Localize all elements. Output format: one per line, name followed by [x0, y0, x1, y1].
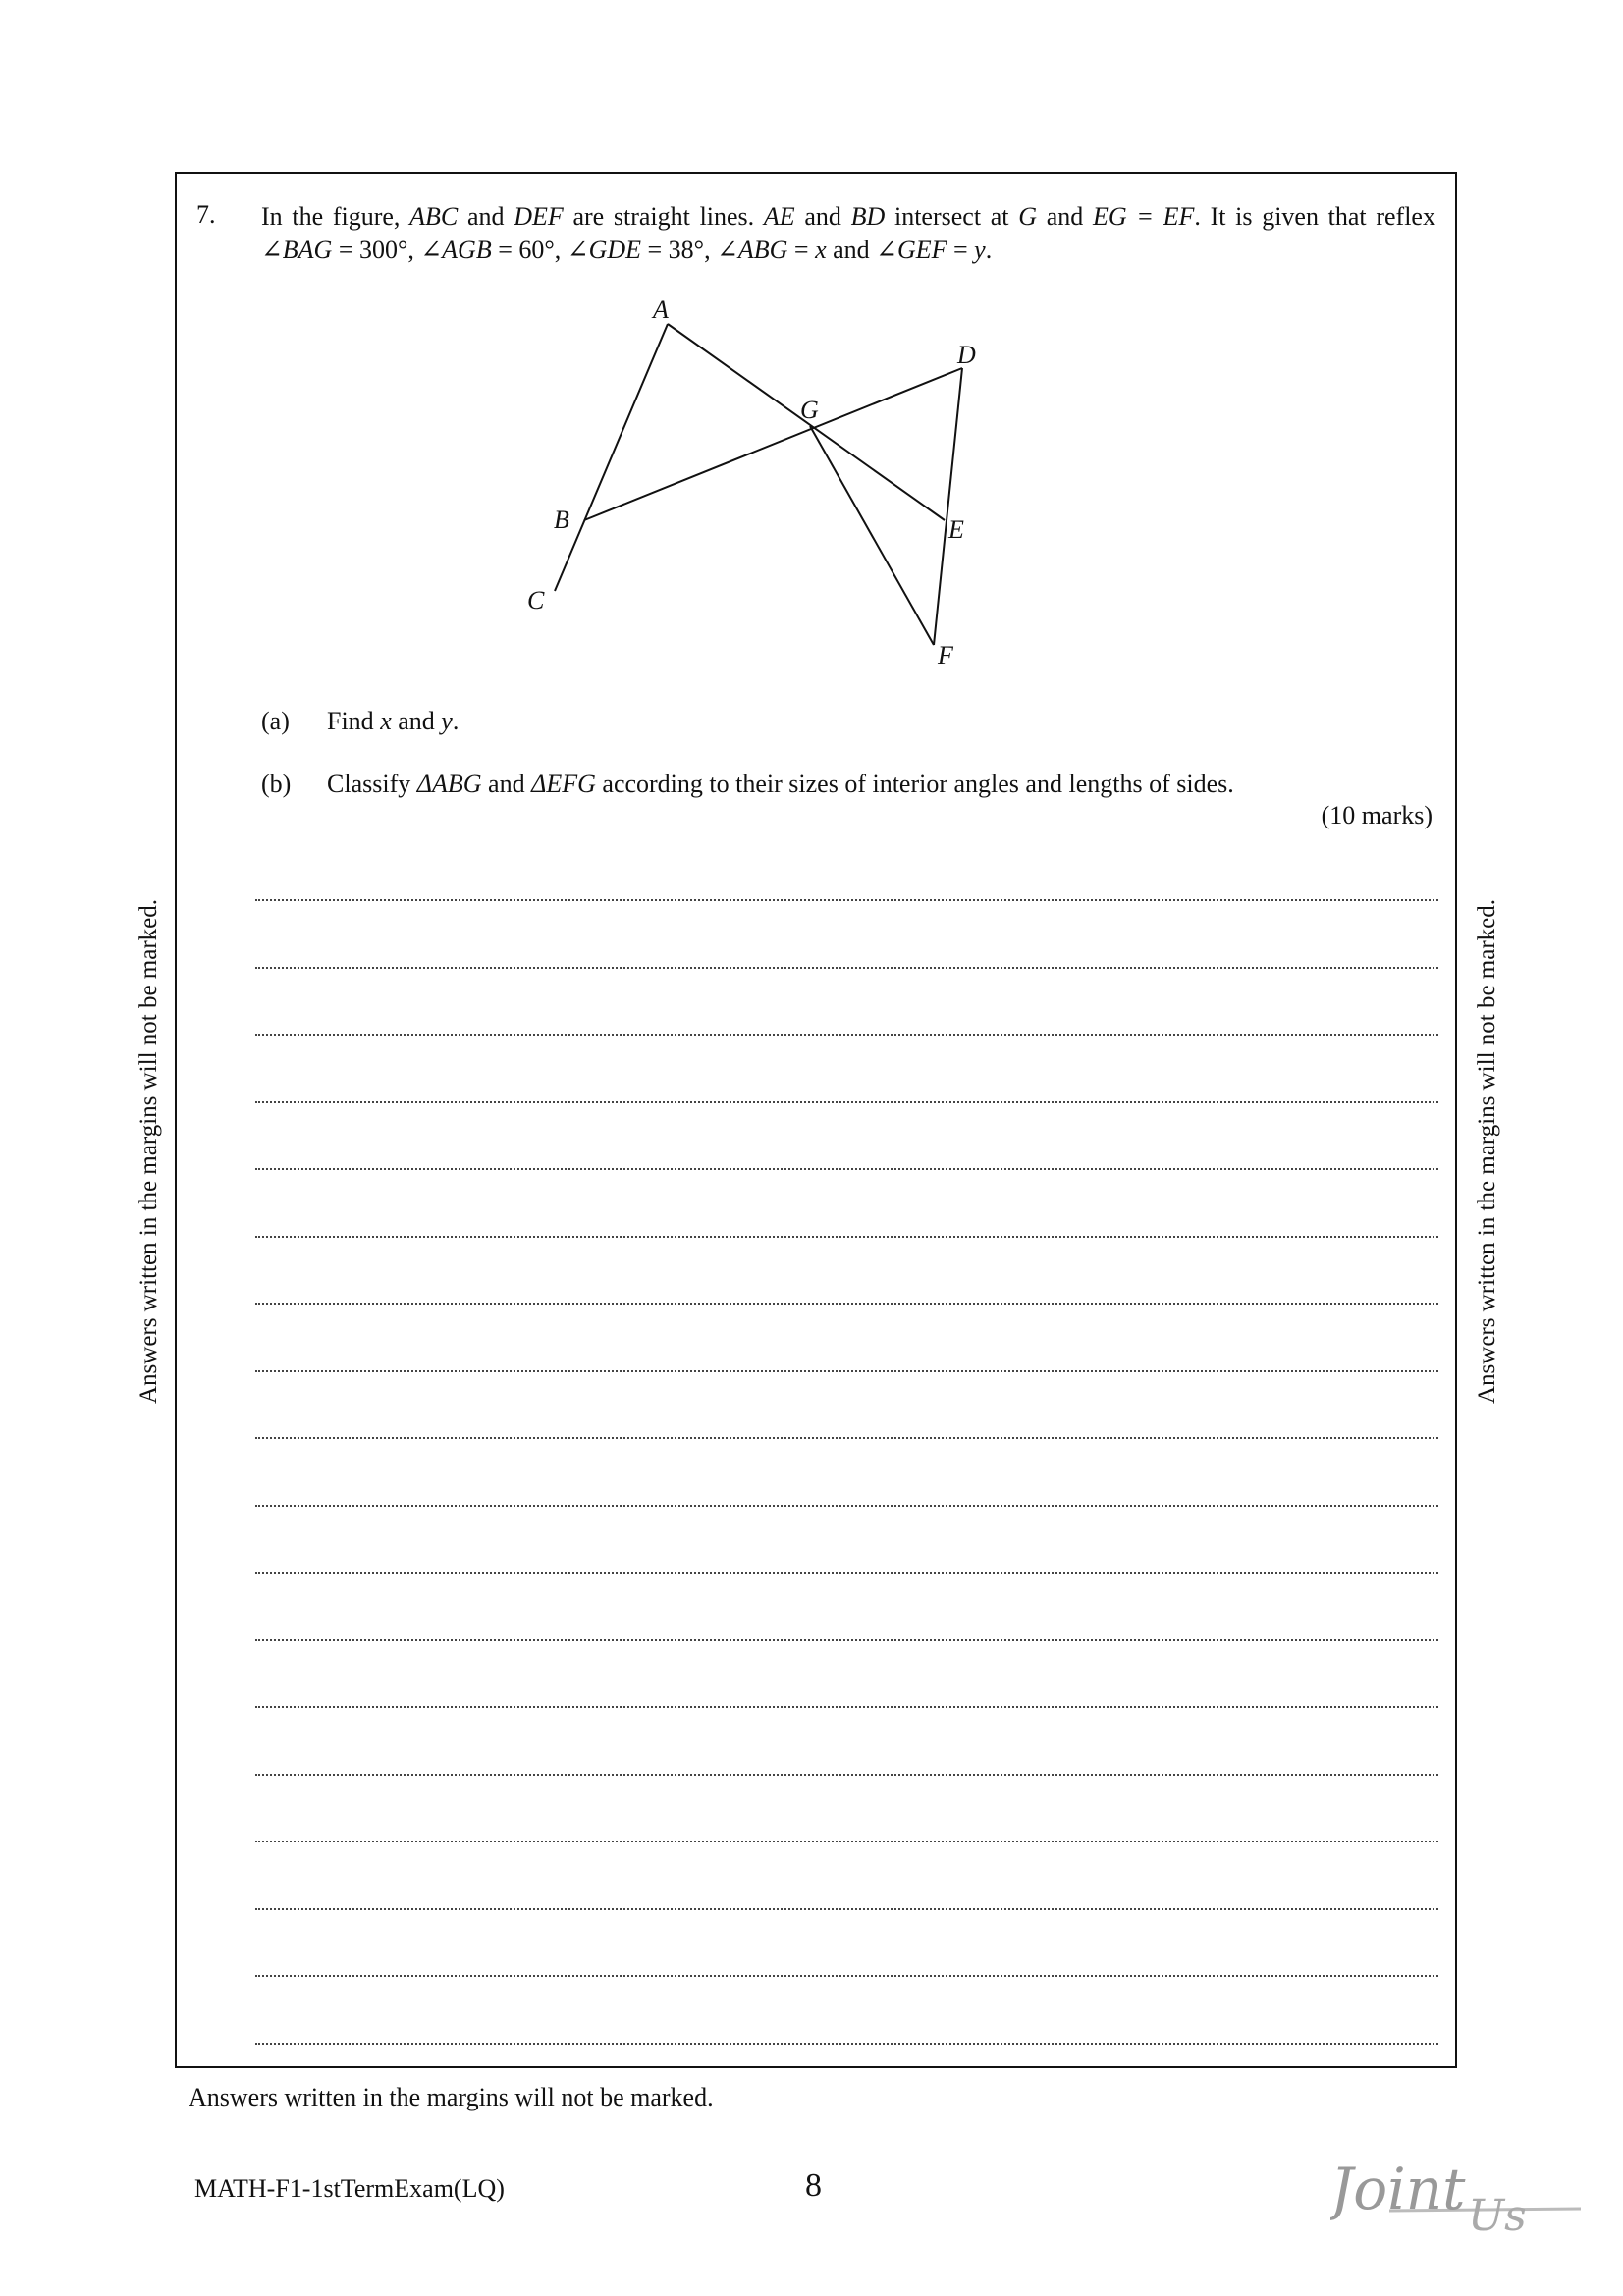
answer-line[interactable] [255, 1774, 1438, 1776]
part-a-label: (a) [261, 707, 290, 735]
answer-line[interactable] [255, 1168, 1438, 1170]
geometry-figure [491, 285, 1041, 697]
marks-allocation: (10 marks) [1321, 801, 1433, 829]
part-b-label: (b) [261, 770, 292, 798]
answer-line[interactable] [255, 1437, 1438, 1439]
answer-line[interactable] [255, 1101, 1438, 1103]
answer-line[interactable] [255, 1908, 1438, 1910]
point-label-e: E [948, 515, 964, 544]
left-margin-note: Answers written in the margins will not be marked. [135, 898, 162, 1404]
answer-line[interactable] [255, 899, 1438, 901]
point-label-a: A [653, 295, 669, 324]
answer-line[interactable] [255, 1639, 1438, 1641]
answer-line[interactable] [255, 1303, 1438, 1305]
answer-line[interactable] [255, 2043, 1438, 2045]
joint-us-logo [1330, 2140, 1586, 2248]
exam-code: MATH-F1-1stTermExam(LQ) [194, 2174, 505, 2203]
part-a-text: Find x and y. [327, 707, 460, 735]
answer-line[interactable] [255, 1975, 1438, 1977]
answer-line[interactable] [255, 1505, 1438, 1507]
answer-line[interactable] [255, 1034, 1438, 1036]
point-label-g: G [800, 396, 819, 424]
answer-line[interactable] [255, 967, 1438, 969]
point-label-c: C [527, 586, 545, 614]
point-label-d: D [957, 341, 976, 369]
question-number: 7. [196, 200, 216, 229]
answer-line[interactable] [255, 1236, 1438, 1238]
point-label-b: B [554, 506, 569, 534]
bottom-margin-note: Answers written in the margins will not be marked. [189, 2083, 714, 2111]
segment-a-c [555, 324, 668, 591]
part-b-text: Classify ΔABG and ΔEFG according to their sizes of interior angles and lengths of sides. [327, 770, 1234, 798]
segment-d-f [934, 368, 962, 645]
segment-g-f [810, 426, 934, 645]
page-number: 8 [805, 2167, 822, 2204]
logo-main-text: Joint [1330, 2156, 1466, 2222]
answer-line[interactable] [255, 1706, 1438, 1708]
answer-line[interactable] [255, 1370, 1438, 1372]
logo-sub-text: Us [1468, 2191, 1527, 2241]
right-margin-note: Answers written in the margins will not be marked. [1474, 898, 1500, 1404]
answer-line[interactable] [255, 1841, 1438, 1842]
question-text: In the figure, ABC and DEF are straight lines. AE and BD intersect at G and EG = EF. It is given that reflex ∠BAG = 300°, ∠AGB = 60°, ∠GDE = 38°, ∠ABG = x and ∠GEF = y. [261, 202, 1435, 264]
segment-b-d [584, 368, 962, 520]
answer-line[interactable] [255, 1572, 1438, 1574]
point-label-f: F [938, 641, 953, 669]
